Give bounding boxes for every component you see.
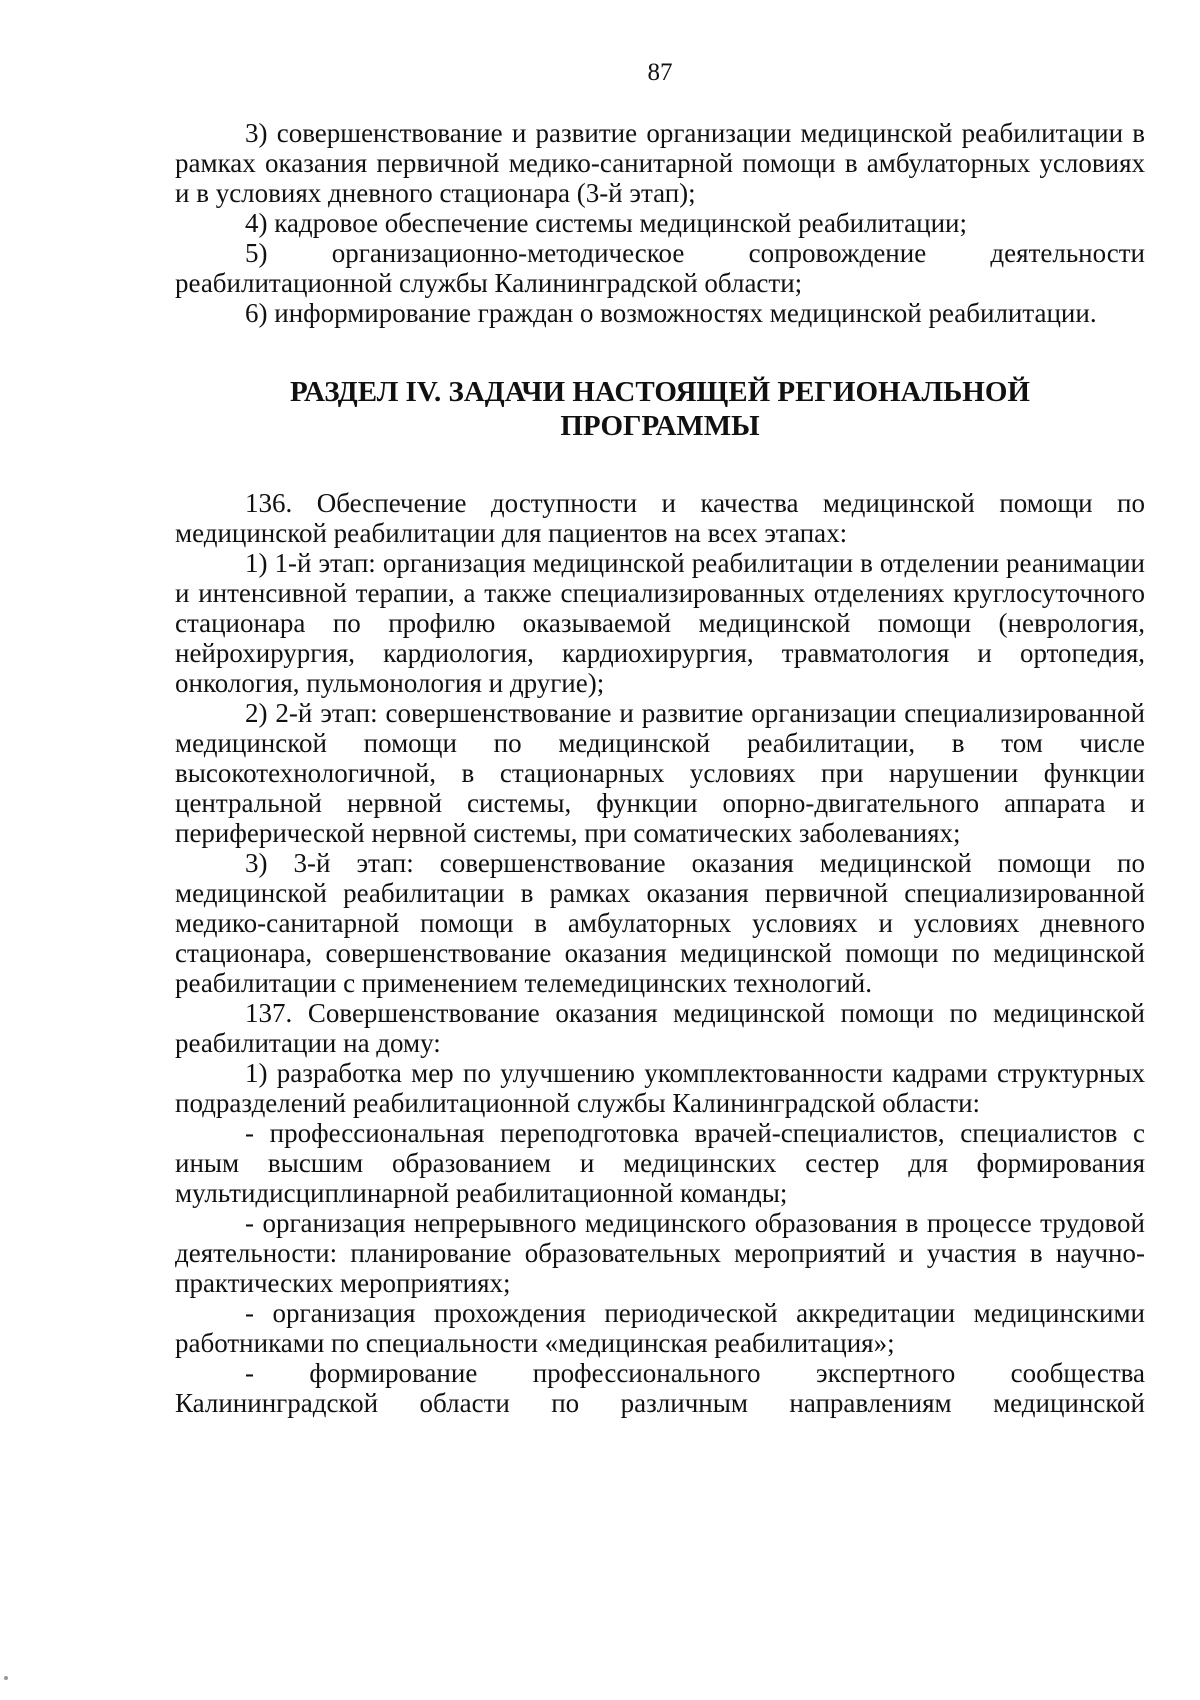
- paragraph: 1) разработка мер по улучшению укомплектованности кадрами структурных подразделений реабилитационной службы Калининградской области:: [175, 1058, 1145, 1118]
- section-heading-line: РАЗДЕЛ IV. ЗАДАЧИ НАСТОЯЩЕЙ РЕГИОНАЛЬНОЙ: [290, 376, 1030, 408]
- paragraph: 1) 1-й этап: организация медицинской реабилитации в отделении реанимации и интенсивной терапии, а также специализированных отделениях круглосуточного стационара по профилю оказываемой медицинской помощи (неврология, нейрохирургия, кардиология, кардиохирургия, травматология и ортопедия, онкология, пульмонология и другие);: [175, 548, 1145, 698]
- page-number: 87: [647, 59, 673, 86]
- section-heading-line: ПРОГРАММЫ: [560, 410, 760, 442]
- list-item: 4) кадровое обеспечение системы медицинской реабилитации;: [245, 208, 967, 238]
- paragraph: - профессиональная переподготовка врачей-специалистов, специалистов с иным высшим образованием и медицинских сестер для формирования мультидисциплинарной реабилитационной команды;: [175, 1118, 1145, 1208]
- section-heading: [175, 375, 1145, 443]
- scan-mark: [4, 1676, 8, 1680]
- paragraph: - организация непрерывного медицинского образования в процессе трудовой деятельности: планирование образовательных мероприятий и участия в научно-практических мероприятиях;: [175, 1208, 1145, 1298]
- list-item: 6) информирование граждан о возможностях медицинской реабилитации.: [245, 298, 1097, 328]
- paragraph: - формирование профессионального экспертного сообщества Калининградской области по различным направлениям медицинской: [175, 1358, 1145, 1418]
- paragraph: 136. Обеспечение доступности и качества медицинской помощи по медицинской реабилитации для пациентов на всех этапах:: [175, 488, 1145, 548]
- paragraph: 3) 3-й этап: совершенствование оказания медицинской помощи по медицинской реабилитации в рамках оказания первичной специализированной медико-санитарной помощи в амбулаторных условиях и условиях дневного стационара, совершенствование оказания медицинской помощи по медицинской реабилитации с применением телемедицинских технологий.: [175, 848, 1145, 998]
- paragraph: 2) 2-й этап: совершенствование и развитие организации специализированной медицинской помощи по медицинской реабилитации, в том числе высокотехнологичной, в стационарных условиях при нарушении функции центральной нервной системы, функции опорно-двигательного аппарата и периферической нервной системы, при соматических заболеваниях;: [175, 698, 1145, 848]
- list-item: 5) организационно-методическое сопровождение деятельности реабилитационной службы Калининградской области;: [175, 238, 1145, 298]
- body-text: [175, 488, 1145, 1418]
- paragraph: - организация прохождения периодической аккредитации медицинскими работниками по специальности «медицинская реабилитация»;: [175, 1298, 1145, 1358]
- paragraph: 137. Совершенствование оказания медицинской помощи по медицинской реабилитации на дому:: [175, 998, 1145, 1058]
- top-list: [175, 118, 1145, 328]
- list-item: 3) совершенствование и развитие организации медицинской реабилитации в рамках оказания первичной медико-санитарной помощи в амбулаторных условиях и в условиях дневного стационара (3-й этап);: [175, 118, 1145, 208]
